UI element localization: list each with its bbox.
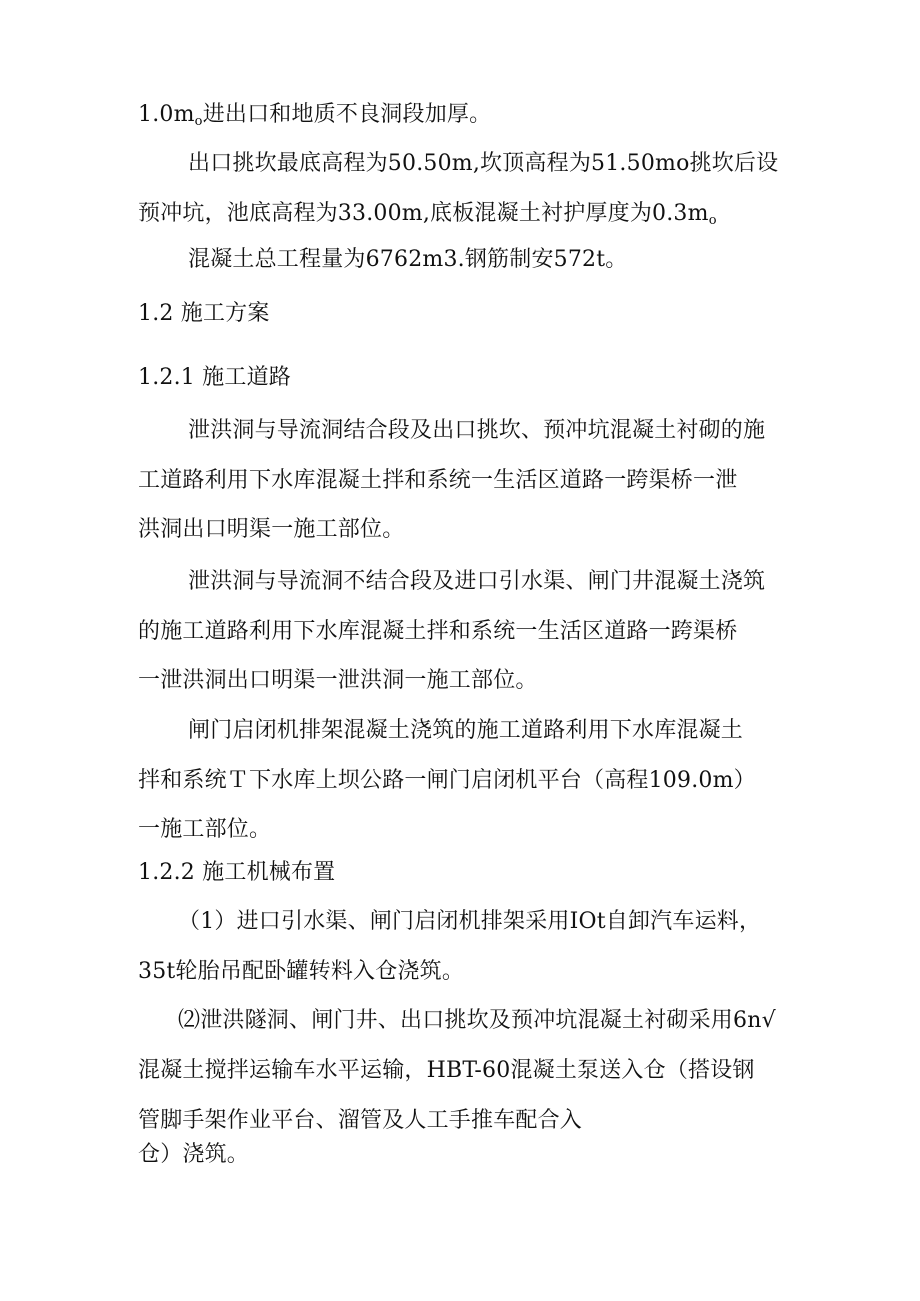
paragraph-line-7: 泄洪洞与导流洞结合段及出口挑坎、预冲坑混凝土衬砌的施 <box>188 418 766 443</box>
paragraph-line-10: 泄洪洞与导流洞不结合段及进口引水渠、闸门井混凝土浇筑 <box>188 569 766 594</box>
paragraph-line-4: 混凝土总工程量为6762m3.钢筋制安572t。 <box>188 247 628 272</box>
paragraph-line-9: 洪洞出口明渠一施工部位。 <box>138 517 405 542</box>
paragraph-line-12: 一泄洪洞出口明渠一泄洪洞一施工部位。 <box>138 668 538 693</box>
paragraph-line-3: 预冲坑，池底高程为33.00m,底板混凝土衬护厚度为$0.3m_o$ <box>138 201 717 228</box>
paragraph-line-20: 混凝土搅拌运输车水平运输，HBT-60混凝土泵送入仓（搭设钢 <box>138 1058 755 1083</box>
section-heading-1-2-1: 1.2.1 施工道路 <box>138 365 291 390</box>
paragraph-line-2: 出口挑坎最底高程为50.50m,坎顶高程为51.50mo挑坎后设 <box>188 151 779 176</box>
paragraph-line-8: 工道路利用下水库混凝土拌和系统一生活区道路一跨渠桥一泄 <box>138 468 738 493</box>
section-heading-1-2-2: 1.2.2 施工机械布置 <box>138 860 336 885</box>
section-heading-1-2: 1.2 施工方案 <box>138 301 270 326</box>
paragraph-line-15: 一施工部位。 <box>138 817 272 842</box>
paragraph-line-1: $1.0m_o$进出口和地质不良洞段加厚。 <box>138 102 492 129</box>
paragraph-line-13: 闸门启闭机排架混凝土浇筑的施工道路利用下水库混凝土 <box>188 718 744 743</box>
paragraph-line-19: ⑵泄洪隧洞、闸门井、出口挑坎及预冲坑混凝土衬砌采用6n√ <box>178 1008 776 1033</box>
paragraph-line-14: 拌和系统Ｔ下水库上坝公路一闸门启闭机平台（高程109.0m） <box>138 768 756 793</box>
paragraph-line-17: （1）进口引水渠、闸门启闭机排架采用IOt自卸汽车运料， <box>178 909 762 934</box>
paragraph-line-21: 管脚手架作业平台、溜管及人工手推车配合入 <box>138 1108 583 1133</box>
paragraph-line-11: 的施工道路利用下水库混凝土拌和系统一生活区道路一跨渠桥 <box>138 619 738 644</box>
paragraph-line-18: 35t轮胎吊配卧罐转料入仓浇筑。 <box>138 959 465 984</box>
paragraph-line-22: 仓）浇筑。 <box>138 1142 250 1167</box>
